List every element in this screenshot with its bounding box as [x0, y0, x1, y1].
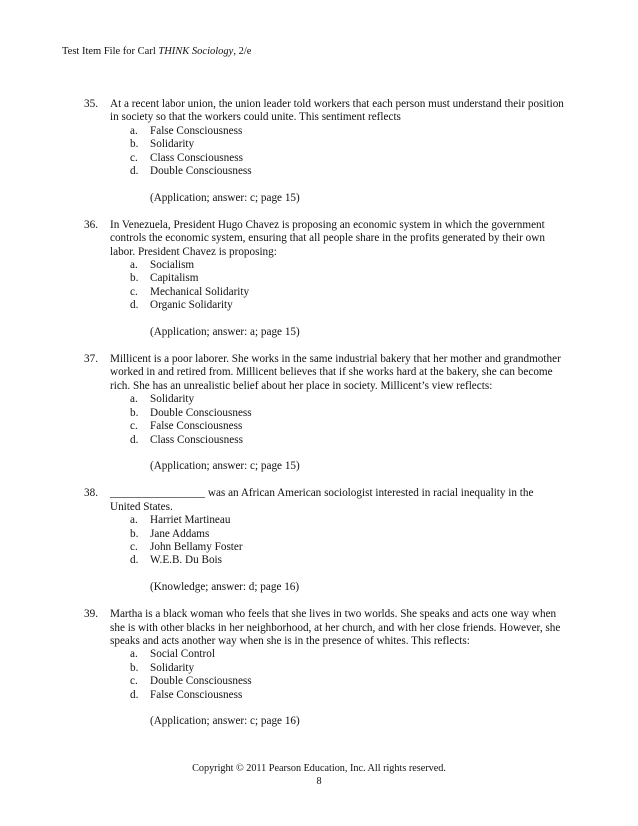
- copyright-notice: Copyright © 2011 Pearson Education, Inc. All rights reserved.: [192, 763, 446, 774]
- answer-option-b: [110, 528, 564, 541]
- option-letter: a.: [130, 259, 138, 272]
- page-number: 8: [316, 775, 322, 787]
- question-body: [110, 608, 564, 729]
- answer-options: [110, 393, 564, 447]
- running-header: [62, 45, 251, 58]
- header-book-title: THINK Sociology: [158, 46, 234, 57]
- answer-meta: (Application; answer: c; page 15): [150, 460, 300, 473]
- answer-option-a: [110, 125, 564, 138]
- option-letter: b.: [130, 406, 139, 419]
- option-letter: c.: [130, 675, 138, 688]
- header-suffix: , 2/e: [233, 46, 252, 57]
- option-text: Jane Addams: [150, 527, 210, 540]
- answer-option-d: [110, 434, 564, 447]
- answer-options: [110, 648, 564, 702]
- option-text: Solidarity: [150, 138, 195, 151]
- option-text: Capitalism: [150, 272, 199, 285]
- option-letter: d.: [130, 688, 139, 701]
- option-letter: d.: [130, 299, 139, 312]
- question-number: 35.: [84, 98, 98, 110]
- option-text: Double Consciousness: [150, 165, 252, 178]
- option-letter: b.: [130, 527, 139, 540]
- option-letter: a.: [130, 124, 138, 137]
- question-body: [110, 98, 564, 205]
- question-body: [110, 487, 564, 594]
- question-35: [84, 98, 564, 205]
- question-stem: _________________ was an African American sociologist interested in racial inequality in the United States.: [110, 487, 534, 513]
- answer-option-b: [110, 138, 564, 151]
- option-letter: b.: [130, 661, 139, 674]
- question-36: [84, 219, 564, 340]
- answer-option-d: [110, 554, 564, 567]
- option-letter: b.: [130, 138, 139, 151]
- answer-option-a: [110, 393, 564, 406]
- option-letter: a.: [130, 514, 138, 527]
- header-prefix: Test Item File for Carl: [62, 46, 159, 57]
- answer-meta: (Application; answer: c; page 15): [150, 191, 300, 204]
- option-text: Organic Solidarity: [150, 299, 233, 312]
- answer-option-d: [110, 299, 564, 312]
- question-stem: Martha is a black woman who feels that she lives in two worlds. She speaks and acts one way when she is with other blacks in her neighborhood, at her church, and with her close friends. However, she speaks and acts another way when she is in the presence of whites. This reflects:: [110, 608, 561, 647]
- answer-option-b: [110, 272, 564, 285]
- answer-option-a: [110, 259, 564, 272]
- answer-option-c: [110, 675, 564, 688]
- option-text: False Consciousness: [150, 420, 243, 433]
- option-text: False Consciousness: [150, 124, 243, 137]
- option-letter: d.: [130, 433, 139, 446]
- question-stem: Millicent is a poor laborer. She works in the same industrial bakery that her mother and grandmother worked in and retired from. Millicent believes that if she works hard at the bakery, she can become rich. She has an unrealistic belief about her place in society. Millicent’s view reflects:: [110, 353, 561, 392]
- option-text: Harriet Martineau: [150, 514, 231, 527]
- answer-options: [110, 125, 564, 179]
- question-number: 39.: [84, 608, 98, 621]
- option-letter: d.: [130, 165, 139, 178]
- page-footer: [0, 763, 638, 788]
- option-text: Class Consciousness: [150, 433, 243, 446]
- option-text: Double Consciousness: [150, 675, 252, 688]
- answer-option-c: [110, 541, 564, 554]
- option-text: Socialism: [150, 259, 195, 272]
- answer-meta: (Application; answer: c; page 16): [150, 715, 300, 728]
- option-text: W.E.B. Du Bois: [150, 554, 223, 567]
- answer-options: [110, 514, 564, 568]
- answer-option-b: [110, 407, 564, 420]
- question-37: [84, 353, 564, 474]
- option-text: Mechanical Solidarity: [150, 285, 250, 298]
- answer-option-b: [110, 662, 564, 675]
- option-letter: c.: [130, 420, 138, 433]
- question-stem: In Venezuela, President Hugo Chavez is proposing an economic system in which the government controls the economic system, ensuring that all people share in the profits generated by their own labor. President Chavez is proposing:: [110, 218, 545, 258]
- question-stem: At a recent labor union, the union leader told workers that each person must understand their position in society so that the workers could unite. This sentiment reflects: [110, 98, 564, 124]
- option-letter: b.: [130, 272, 139, 285]
- option-letter: c.: [130, 151, 138, 164]
- question-number: 38.: [84, 487, 98, 500]
- answer-option-a: [110, 514, 564, 527]
- answer-options: [110, 259, 564, 313]
- question-number: 36.: [84, 218, 98, 231]
- question-38: [84, 487, 564, 594]
- answer-meta: (Application; answer: a; page 15): [150, 326, 300, 339]
- answer-meta: (Knowledge; answer: d; page 16): [150, 581, 300, 594]
- option-text: Social Control: [150, 648, 215, 661]
- question-list: [84, 98, 564, 742]
- option-letter: c.: [130, 540, 138, 553]
- question-39: [84, 608, 564, 729]
- option-letter: d.: [130, 554, 139, 567]
- option-text: John Bellamy Foster: [150, 540, 243, 553]
- question-body: [110, 353, 564, 474]
- option-text: Class Consciousness: [150, 151, 243, 164]
- option-text: Solidarity: [150, 393, 195, 406]
- answer-option-c: [110, 286, 564, 299]
- option-text: Solidarity: [150, 661, 195, 674]
- option-text: False Consciousness: [150, 688, 243, 701]
- option-text: Double Consciousness: [150, 406, 252, 419]
- answer-option-d: [110, 689, 564, 702]
- answer-option-c: [110, 420, 564, 433]
- option-letter: a.: [130, 393, 138, 406]
- question-body: [110, 219, 564, 340]
- answer-option-d: [110, 165, 564, 178]
- question-number: 37.: [84, 353, 98, 366]
- option-letter: c.: [130, 285, 138, 298]
- answer-option-c: [110, 152, 564, 165]
- option-letter: a.: [130, 648, 138, 661]
- answer-option-a: [110, 648, 564, 661]
